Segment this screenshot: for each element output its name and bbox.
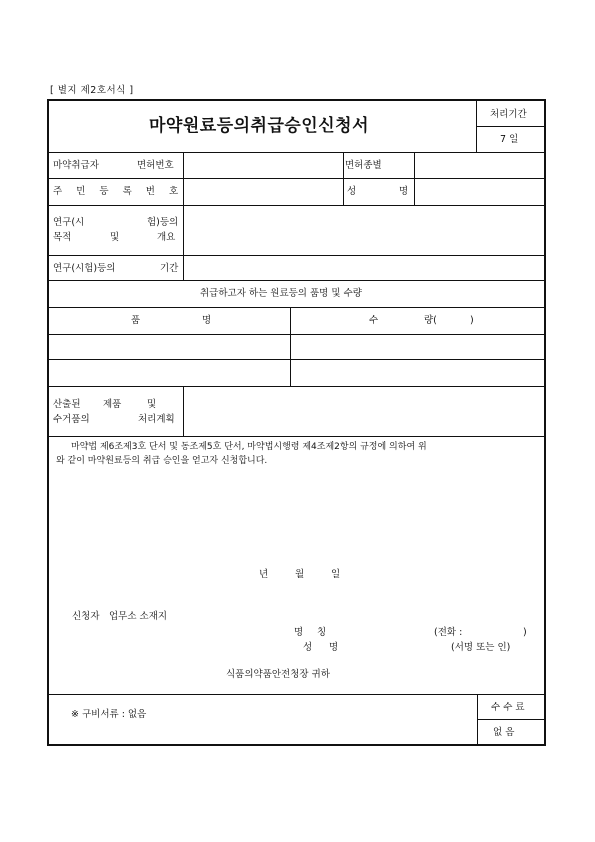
purpose-label-1a: 연구(시 — [53, 217, 85, 228]
applicant-label: 신청자 — [72, 611, 100, 622]
disposal-label-2b: 처리계획 — [138, 414, 175, 425]
purpose-label-2a: 목적 — [53, 232, 72, 243]
quantity-field-1[interactable] — [291, 335, 546, 359]
license-type-field[interactable] — [415, 153, 546, 178]
company-label-a: 명 — [294, 627, 304, 638]
name-label-sung: 성 — [347, 186, 357, 197]
handler-label: 마약취급자 — [53, 160, 99, 171]
name-field[interactable] — [415, 179, 546, 205]
resident-number-field[interactable] — [184, 179, 343, 205]
disposal-label-2a: 수거품의 — [53, 414, 90, 425]
item-name-col-b: 명 — [202, 315, 212, 326]
date-month-label: 월 — [295, 569, 305, 580]
date-day-label: 일 — [331, 569, 341, 580]
applicant-name-label-b: 명 — [329, 642, 339, 653]
item-name-col-a: 품 — [131, 315, 141, 326]
processing-period-label: 처리기간 — [490, 109, 527, 120]
company-label-b: 칭 — [317, 627, 327, 638]
item-name-field-1[interactable] — [49, 335, 290, 359]
fee-label: 수 수 료 — [491, 702, 525, 713]
period-label-b: 기간 — [160, 263, 179, 274]
quantity-col-a: 수 — [369, 315, 379, 326]
license-type-label: 면허종별 — [345, 160, 382, 171]
phone-label: (전화 : — [434, 627, 463, 638]
disposal-label-1c: 및 — [147, 399, 157, 410]
signature-note: (서명 또는 인) — [451, 642, 511, 653]
quantity-field-2[interactable] — [291, 360, 546, 386]
purpose-label-2b: 및 — [110, 232, 120, 243]
application-form — [47, 99, 546, 746]
applicant-address-label: 업무소 소재지 — [109, 611, 168, 622]
date-year-label: 년 — [259, 569, 269, 580]
documents-note: ※ 구비서류 : 없음 — [71, 709, 147, 720]
name-label-myeong: 명 — [399, 186, 409, 197]
items-header: 취급하고자 하는 원료등의 품명 및 수량 — [200, 288, 362, 299]
item-name-field-2[interactable] — [49, 360, 290, 386]
disposal-label-1b: 제품 — [103, 399, 122, 410]
resident-number-label: 주 민 등 록 번 호 — [53, 186, 184, 197]
purpose-field[interactable] — [184, 206, 546, 255]
quantity-col-b: 량( — [424, 315, 437, 326]
purpose-label-1b: 험)등의 — [147, 217, 179, 228]
fee-value: 없 음 — [493, 727, 515, 738]
quantity-col-c: ) — [470, 315, 474, 326]
addressee: 식품의약품안전청장 귀하 — [226, 669, 330, 680]
phone-close: ) — [523, 627, 527, 638]
applicant-name-label-a: 성 — [303, 642, 313, 653]
statement-line-2: 와 같이 마약원료등의 취급 승인을 얻고자 신청합니다. — [56, 456, 268, 466]
disposal-label-1a: 산출된 — [53, 399, 81, 410]
period-field[interactable] — [184, 256, 546, 280]
form-number: [ 별지 제2호서식 ] — [50, 85, 134, 96]
license-number-field[interactable] — [184, 153, 343, 178]
form-title: 마약원료등의취급승인신청서 — [149, 116, 369, 136]
purpose-label-2c: 개요 — [157, 232, 176, 243]
statement-line-1: 마약법 제6조제3호 단서 및 동조제5호 단서, 마약법시행령 제4조제2항의 규정에 의하여 위 — [71, 442, 427, 452]
license-number-label: 면허번호 — [137, 160, 174, 171]
processing-period-value: 7 일 — [500, 134, 519, 145]
period-label-a: 연구(시험)등의 — [53, 263, 116, 274]
disposal-plan-field[interactable] — [184, 387, 546, 436]
